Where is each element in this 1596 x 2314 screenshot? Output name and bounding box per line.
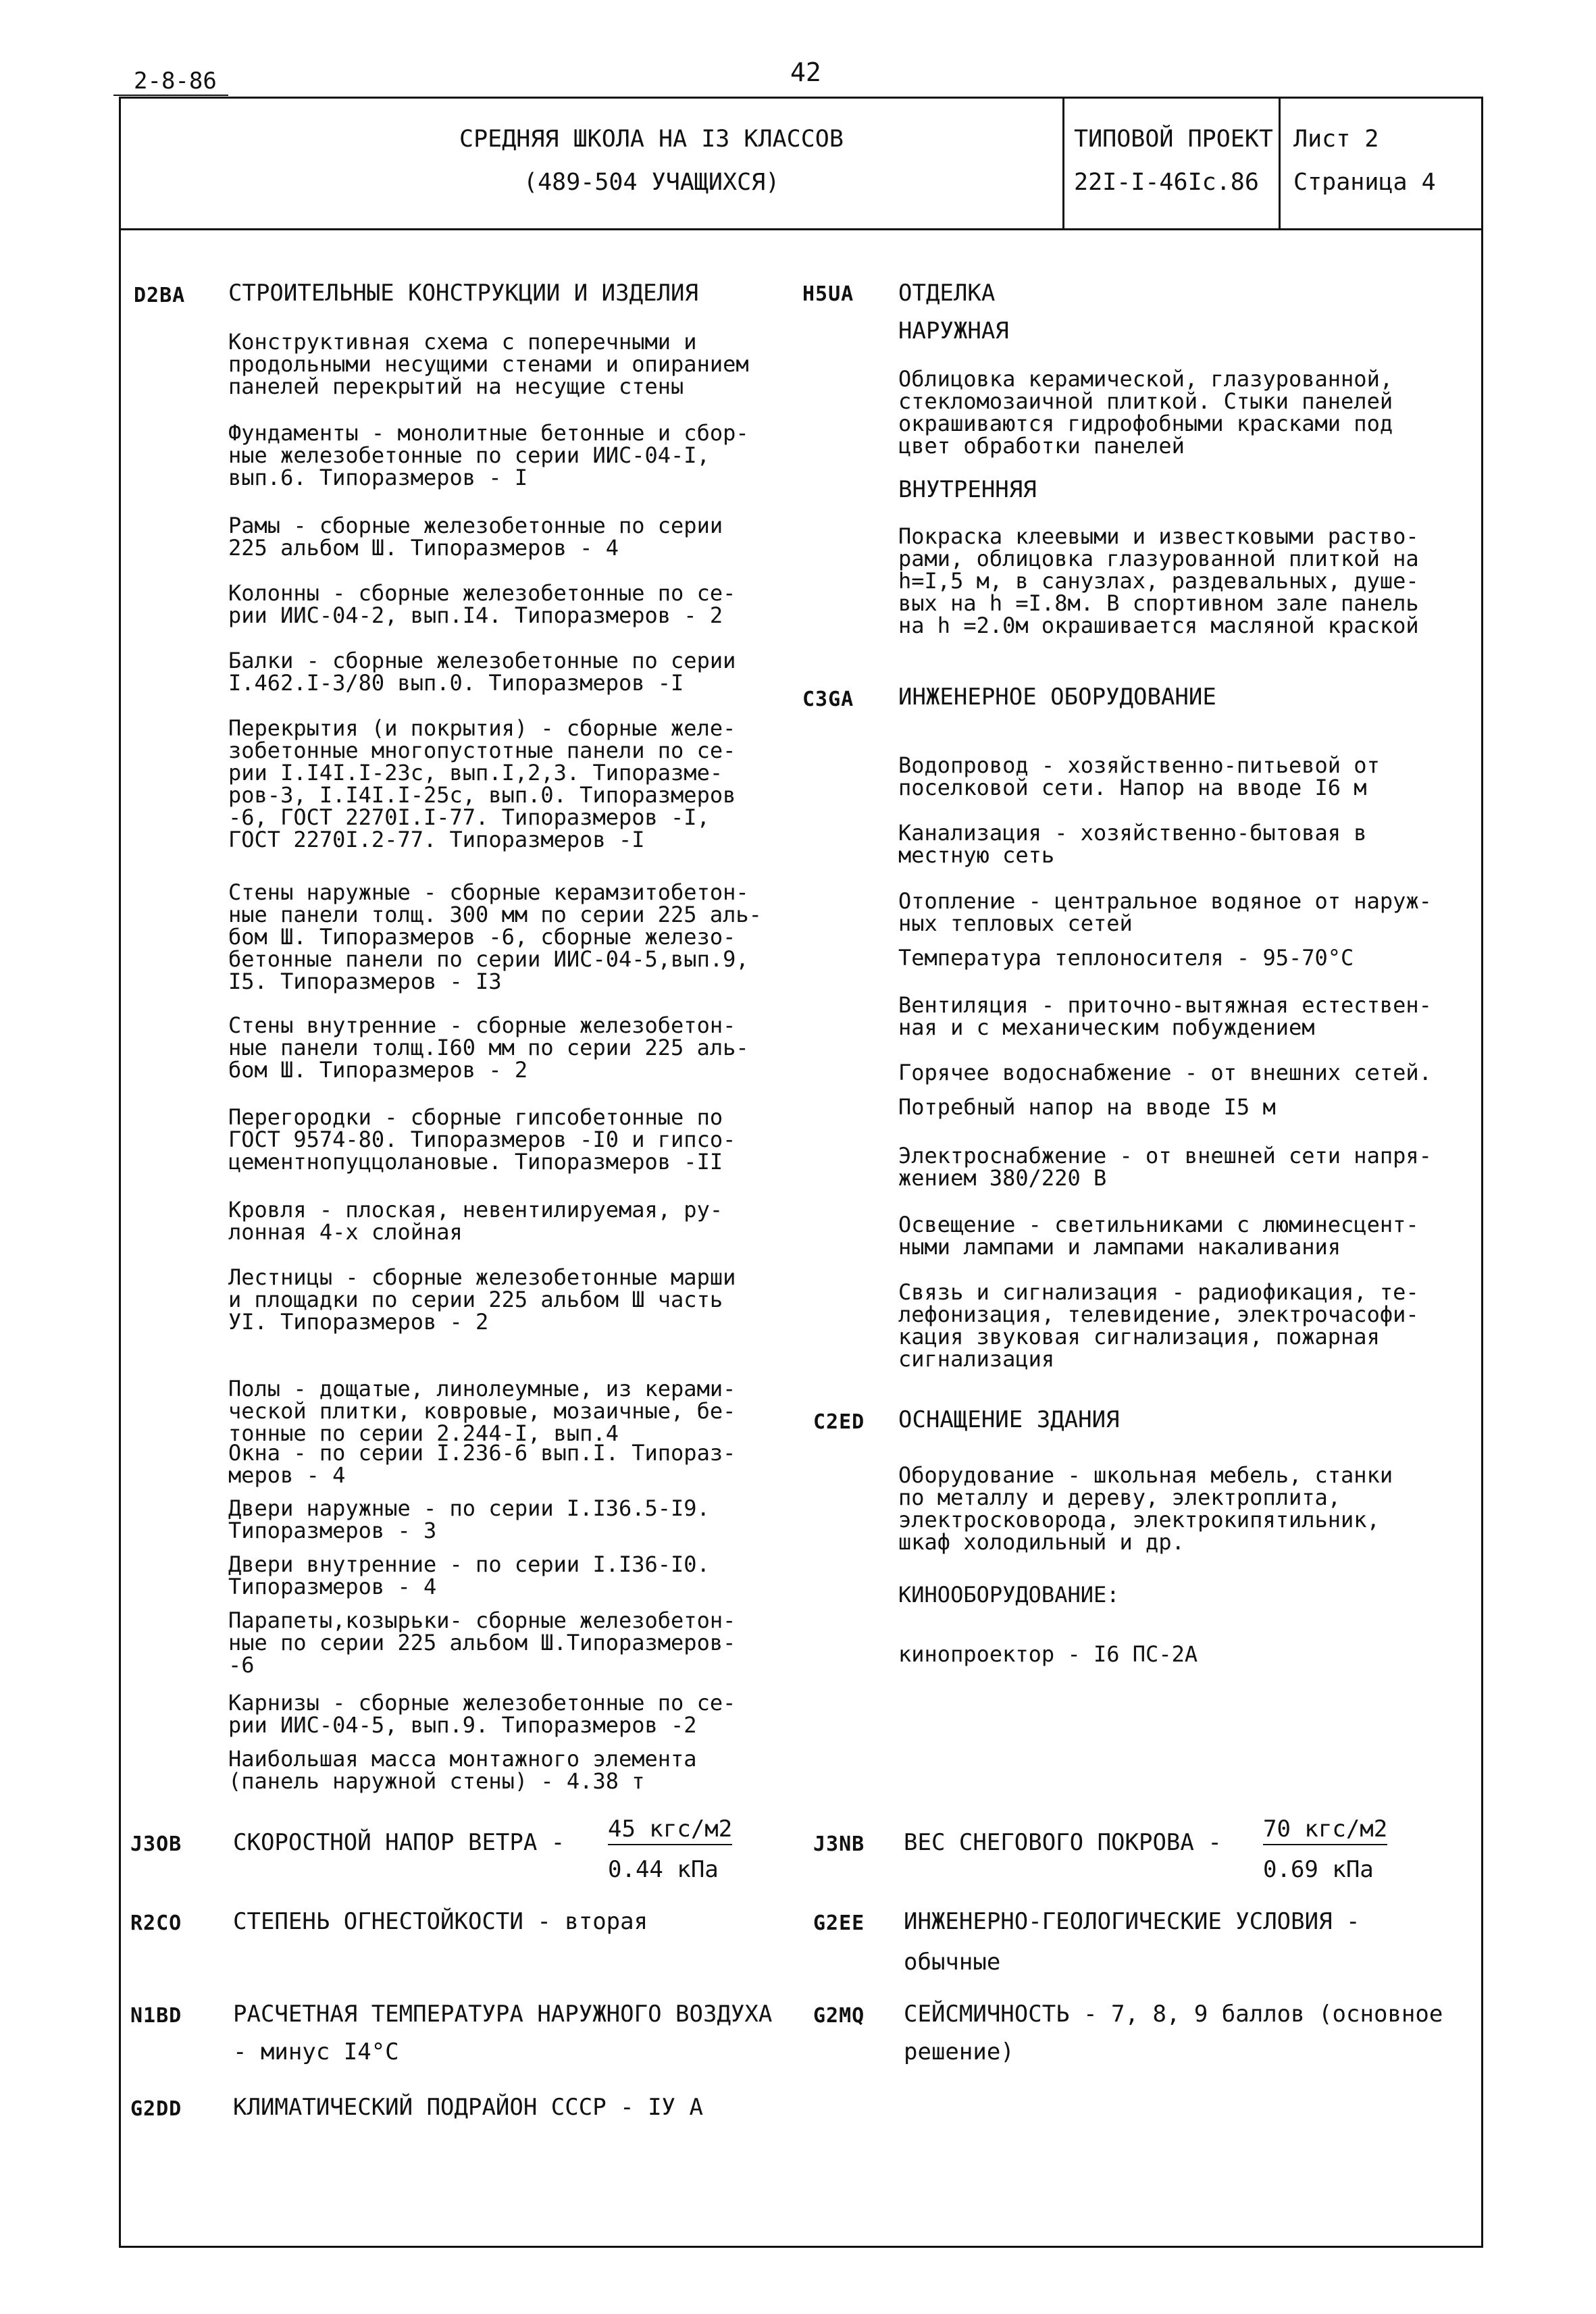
climate-subregion: КЛИМАТИЧЕСКИЙ ПОДРАЙОН СССР - IУ А [233, 2094, 703, 2121]
snow-load-label: ВЕС СНЕГОВОГО ПОКРОВА - [904, 1829, 1222, 1856]
paragraph: Вентиляция - приточно-вытяжная естествен- ная и с механическим побуждением [898, 992, 1432, 1040]
paragraph: Электроснабжение - от внешней сети напря- жением 380/220 В [898, 1143, 1432, 1191]
document-subtitle: (489-504 УЧАЩИХСЯ) [523, 169, 780, 196]
subheading: НАРУЖНАЯ [898, 317, 1009, 344]
document-code: 2-8-86 [134, 68, 217, 95]
section-code: C2ED [813, 1410, 865, 1434]
design-temperature-value: - минус I4°С [233, 2038, 399, 2065]
parameter-code: N1BD [130, 2004, 182, 2028]
paragraph: Горячее водоснабжение - от внешних сетей. [898, 1060, 1432, 1085]
section-heading: ОСНАЩЕНИЕ ЗДАНИЯ [898, 1406, 1120, 1433]
page-label: Страница 4 [1293, 169, 1436, 196]
page-number: 42 [790, 57, 821, 87]
project-number: 22I-I-46Iс.86 [1074, 169, 1259, 196]
subheading: ВНУТРЕННЯЯ [898, 476, 1037, 503]
paragraph: Водопровод - хозяйственно-питьевой от поселковой сети. Напор на вводе I6 м [898, 752, 1380, 800]
paragraph: Облицовка керамической, глазурованной, стекломозаичной плиткой. Стыки панелей окрашиваются гидрофобными красками под цвет обработки панелей [898, 366, 1393, 459]
document-title: СРЕДНЯЯ ШКОЛА НА I3 КЛАССОВ [459, 126, 844, 153]
parameter-code: R2CO [130, 1911, 182, 1935]
paragraph: Парапеты,козырьки- сборные железобетон- ные по серии 225 альбом Ш.Типоразмеров- -6 [228, 1608, 736, 1678]
design-temperature-label: РАСЧЕТНАЯ ТЕМПЕРАТУРА НАРУЖНОГО ВОЗДУХА [233, 2001, 773, 2028]
paragraph: Кровля - плоская, невентилируемая, ру- лонная 4-х слойная [228, 1197, 723, 1245]
paragraph: Оборудование - школьная мебель, станки по металлу и дереву, электроплита, электросковорода, электрокипятильник, шкаф холодильный и др. [898, 1462, 1393, 1555]
project-label: ТИПОВОЙ ПРОЕКТ [1074, 126, 1274, 153]
paragraph: Балки - сборные железобетонные по серии I.462.I-3/80 вып.0. Типоразмеров -I [228, 648, 736, 696]
paragraph: Перекрытия (и покрытия) - сборные желе- зобетонные многопустотные панели по се- рии I.I4I.I-23с, вып.I,2,3. Типоразме- ров-3, I.I4I.I-25с, вып.0. Типоразмеров -6, ГОСТ 2270I.I-77. Типоразмеров -I, ГОСТ 2270I.2-77. Типоразмеров -I [228, 715, 736, 852]
header-column-divider [1062, 97, 1064, 230]
seismicity-value: решение) [904, 2038, 1014, 2065]
parameter-code: G2MQ [813, 2004, 865, 2028]
paragraph: Перегородки - сборные гипсобетонные по ГОСТ 9574-80. Типоразмеров -I0 и гипсо- цементнопуццолановые. Типоразмеров -II [228, 1104, 736, 1175]
seismicity-label: СЕЙСМИЧНОСТЬ - 7, 8, 9 баллов (основное [904, 2001, 1443, 2028]
paragraph: Потребный напор на вводе I5 м [898, 1094, 1276, 1120]
paragraph: Двери внутренние - по серии I.I36-I0. Типоразмеров - 4 [228, 1551, 710, 1599]
paragraph: Температура теплоносителя - 95-70°С [898, 945, 1354, 971]
paragraph: Фундаменты - монолитные бетонные и сбор- ные железобетонные по серии ИИС-04-I, вып.6. Типоразмеров - I [228, 420, 749, 490]
paragraph: Двери наружные - по серии I.I36.5-I9. Типоразмеров - 3 [228, 1495, 710, 1543]
paragraph: Лестницы - сборные железобетонные марши и площадки по серии 225 альбом Ш часть УI. Типоразмеров - 2 [228, 1264, 736, 1335]
paragraph: Карнизы - сборные железобетонные по се- рии ИИС-04-5, вып.9. Типоразмеров -2 [228, 1690, 736, 1738]
snow-load-si-value: 0.69 кПа [1263, 1856, 1374, 1883]
section-heading: ОТДЕЛКА [898, 280, 996, 307]
wind-pressure-value: 45 кгс/м2 [608, 1816, 732, 1845]
paragraph: Колонны - сборные железобетонные по се- рии ИИС-04-2, вып.I4. Типоразмеров - 2 [228, 580, 736, 628]
parameter-code: J3OB [130, 1832, 182, 1856]
parameter-code: G2EE [813, 1911, 865, 1935]
section-heading: ИНЖЕНЕРНОЕ ОБОРУДОВАНИЕ [898, 684, 1216, 711]
geology-value: обычные [904, 1949, 1001, 1976]
header-column-divider [1279, 97, 1281, 230]
sheet-number: Лист 2 [1293, 126, 1379, 153]
wind-pressure-label: СКОРОСТНОЙ НАПОР ВЕТРА - [233, 1829, 565, 1856]
section-heading: СТРОИТЕЛЬНЫЕ КОНСТРУКЦИИ И ИЗДЕЛИЯ [228, 280, 698, 307]
paragraph: Полы - дощатые, линолеумные, из керами- ческой плитки, ковровые, мозаичные, бе- тонные по серии 2.244-I, вып.4 [228, 1376, 736, 1446]
paragraph: Отопление - центральное водяное от наруж- ных тепловых сетей [898, 888, 1432, 936]
paragraph: Наибольшая масса монтажного элемента (панель наружной стены) - 4.38 т [228, 1746, 697, 1794]
paragraph: Стены внутренние - сборные железобетон- ные панели толщ.I60 мм по серии 225 аль- бом Ш. Типоразмеров - 2 [228, 1012, 749, 1083]
paragraph: Канализация - хозяйственно-бытовая в местную сеть [898, 820, 1367, 868]
paragraph: кинопроектор - I6 ПС-2А [898, 1641, 1198, 1667]
section-code: D2BA [134, 284, 186, 307]
parameter-code: J3NB [813, 1832, 865, 1856]
paragraph: Освещение - светильниками с люминесцент- ными лампами и лампами накаливания [898, 1212, 1419, 1260]
wind-pressure-si-value: 0.44 кПа [608, 1856, 719, 1883]
paragraph: Рамы - сборные железобетонные по серии 225 альбом Ш. Типоразмеров - 4 [228, 513, 723, 561]
paragraph: Стены наружные - сборные керамзитобетон- ные панели толщ. 300 мм по серии 225 аль- бом Ш. Типоразмеров -6, сборные железо- бетонные панели по серии ИИС-04-5,вып.9, I5. Типоразмеров - I3 [228, 879, 762, 994]
geology-label: ИНЖЕНЕРНО-ГЕОЛОГИЧЕСКИЕ УСЛОВИЯ - [904, 1908, 1360, 1935]
paragraph: КИНООБОРУДОВАНИЕ: [898, 1582, 1120, 1608]
section-code: C3GA [802, 688, 854, 711]
paragraph: Покраска клеевыми и известковыми раство- рами, облицовка глазурованной плиткой на h=I,5 м, в санузлах, раздевальных, душе- вых на h =I.8м. В спортивном зале панель на h =2.0м окрашивается масляной краской [898, 523, 1419, 638]
fire-resistance: СТЕПЕНЬ ОГНЕСТОЙКОСТИ - вторая [233, 1908, 648, 1935]
paragraph: Связь и сигнализация - радиофикация, те- лефонизация, телевидение, электрочасофи- кация звуковая сигнализация, пожарная сигнализация [898, 1279, 1419, 1372]
parameter-code: G2DD [130, 2097, 182, 2121]
paragraph: Окна - по серии I.236-6 вып.I. Типораз- меров - 4 [228, 1440, 736, 1488]
snow-load-value: 70 кгс/м2 [1263, 1816, 1387, 1845]
paragraph: Конструктивная схема с поперечными и продольными несущими стенами и опиранием панелей перекрытий на несущие стены [228, 329, 749, 399]
section-code: H5UA [802, 282, 854, 306]
divider [113, 95, 228, 96]
